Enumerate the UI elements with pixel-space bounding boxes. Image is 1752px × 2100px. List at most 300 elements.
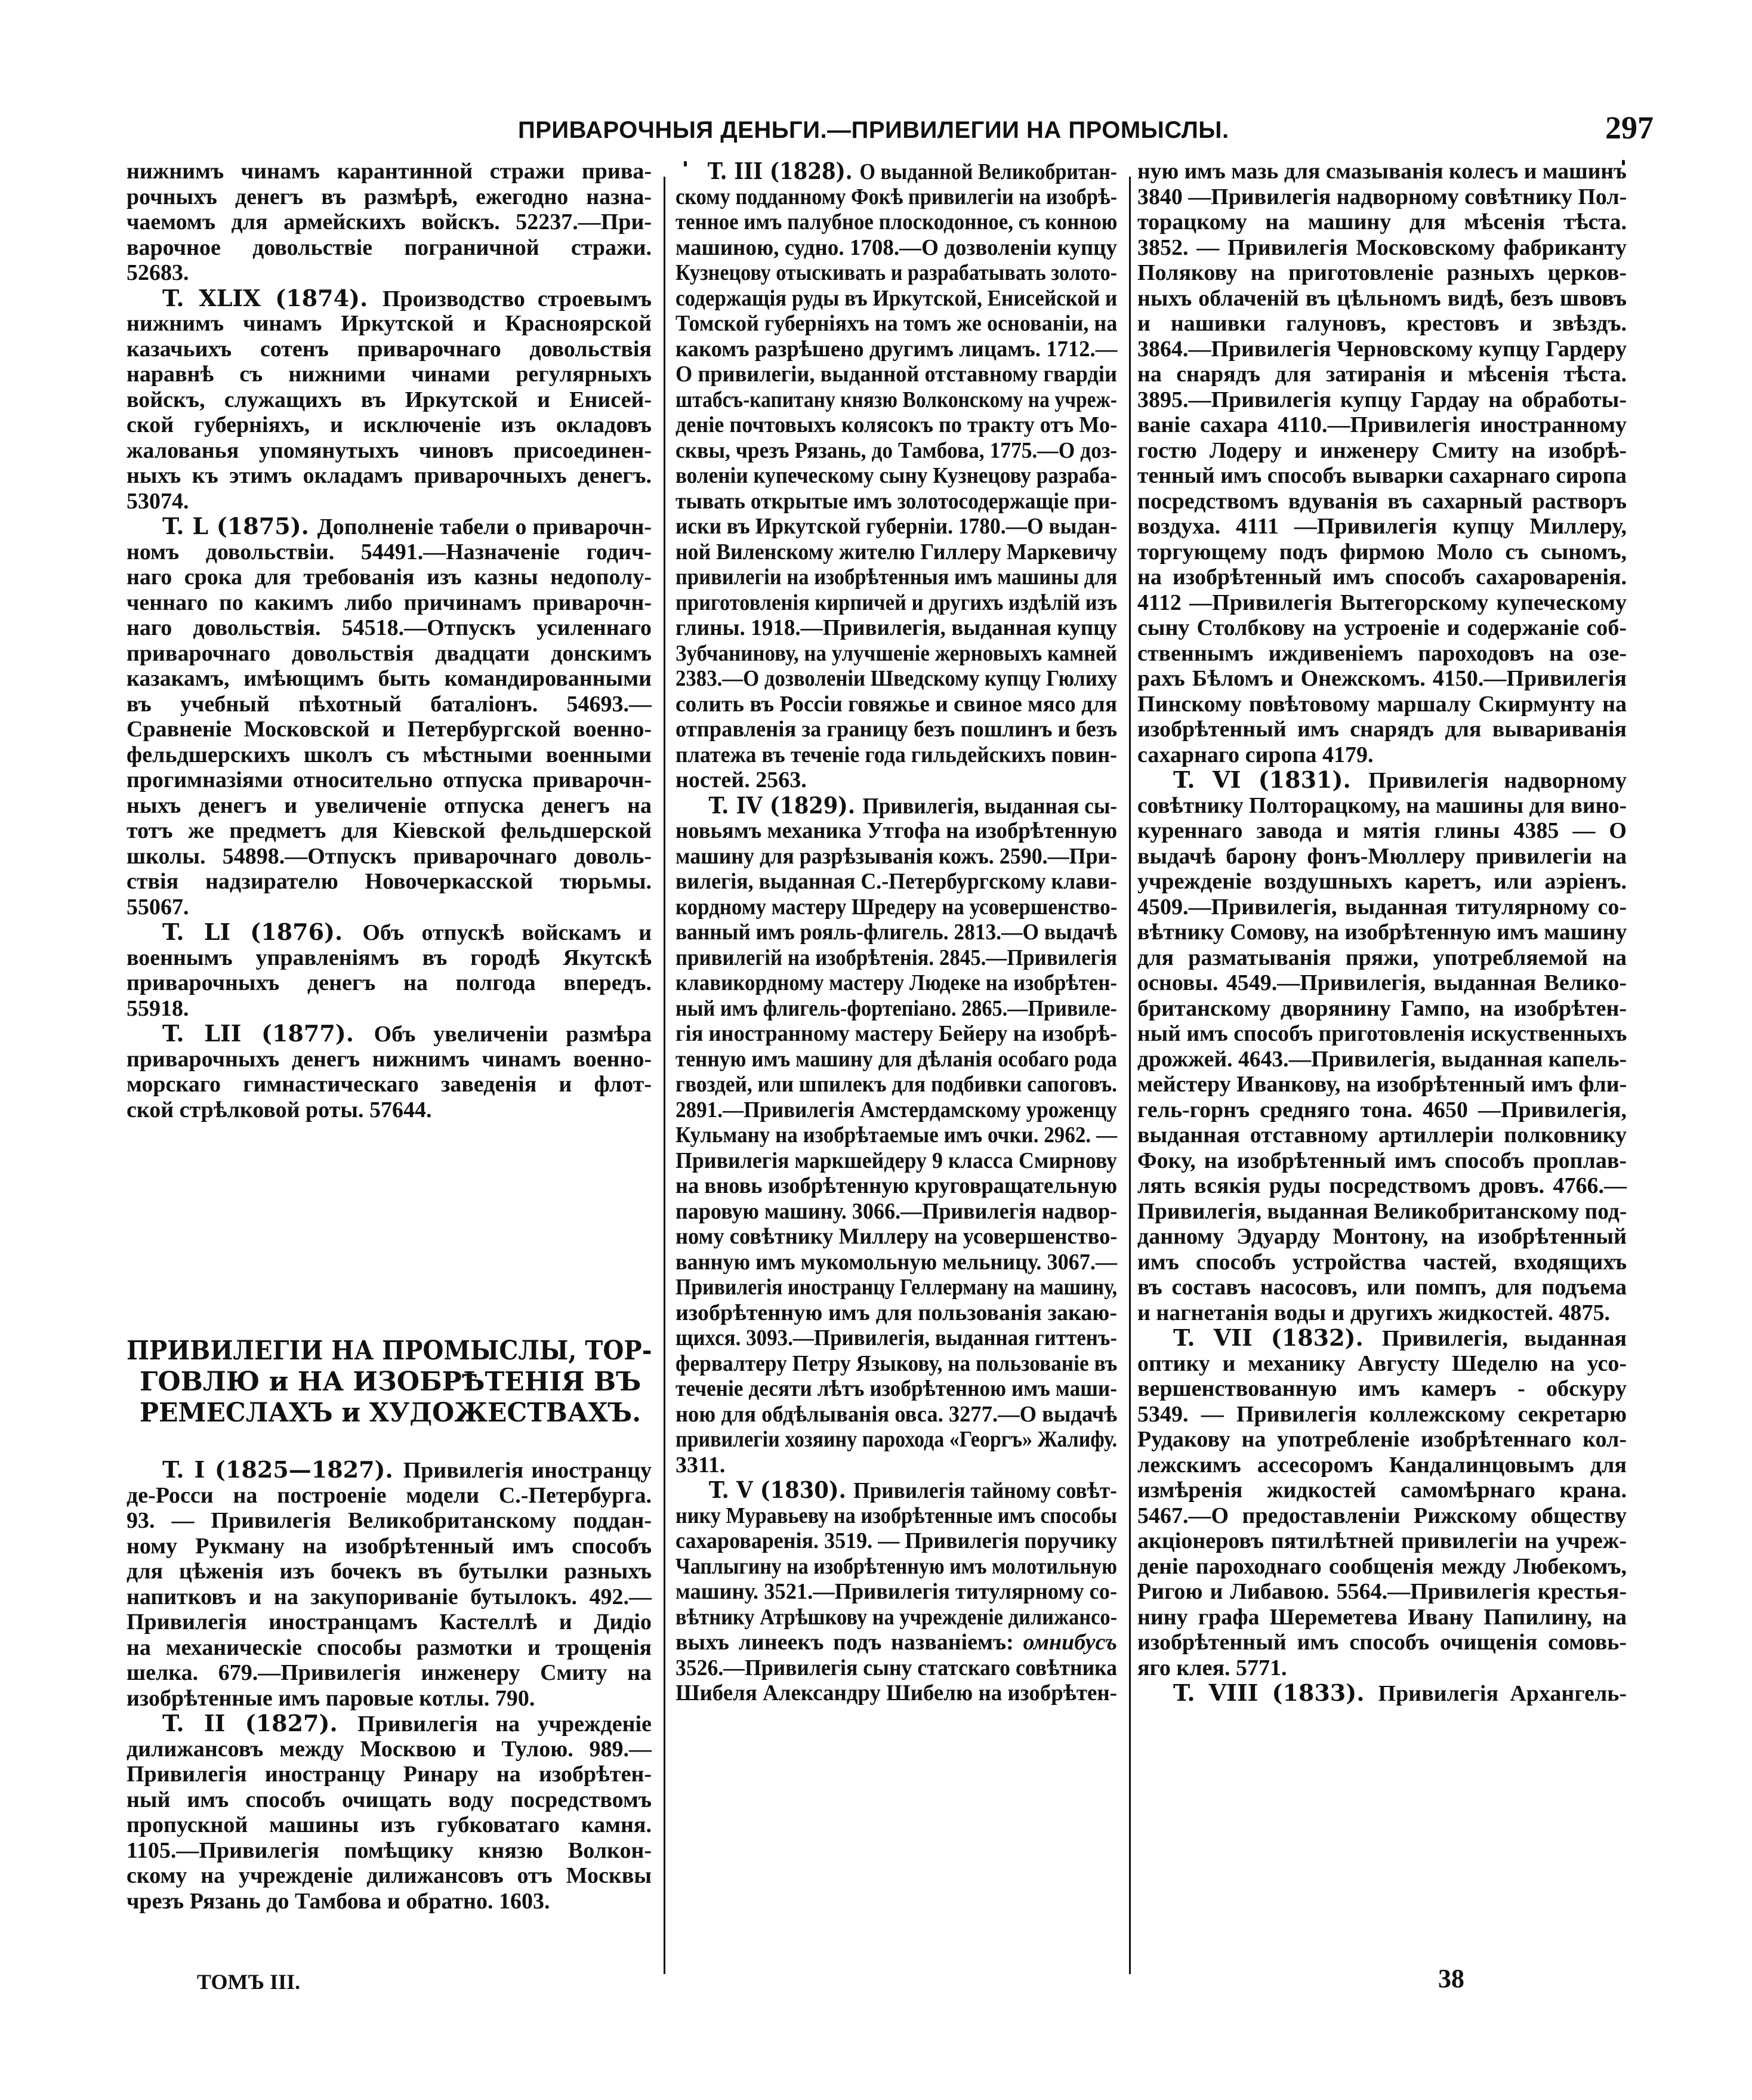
- volume-reference: T. I (1825—1827).: [162, 1456, 403, 1483]
- text-line: [127, 1534, 652, 1559]
- line-text: казакамъ, имѣющимъ быть командированными: [127, 666, 652, 691]
- line-text: Чаплыгину на изобрѣтенную имъ молотильную: [675, 1553, 1118, 1579]
- line-text: для разматыванія пряжи, употребляемой на: [1137, 945, 1627, 970]
- text-line: [127, 209, 652, 235]
- line-text: ной Виленскому жителю Гиллеру Маркевичу: [675, 539, 1118, 565]
- text-line: [127, 1072, 652, 1097]
- line-text: изобрѣтенный имъ снарядъ для вывариванія: [1137, 717, 1627, 742]
- text-line: [675, 1224, 1117, 1249]
- text-line: [1137, 209, 1627, 235]
- line-text: пропускной машины изъ губковатаго камня.: [127, 1812, 652, 1837]
- text-line: [1137, 184, 1627, 209]
- line-text: учрежденіе воздушныхъ каретъ, или аэріенъ.: [1137, 869, 1627, 894]
- text-line: [127, 895, 652, 920]
- line-text: Сравненіе Московской и Петербургской военно-: [127, 717, 652, 742]
- volume-reference: T. XLIX (1874).: [162, 284, 383, 312]
- line-text: Томской губерніяхъ на томъ же основаніи, на: [675, 311, 1118, 336]
- line-text: вершенствованную имъ камеръ - обскуру: [1137, 1376, 1627, 1401]
- line-text: ныхъ къ этимъ окладамъ приварочныхъ денегъ.: [127, 463, 652, 488]
- text-line: [127, 945, 652, 970]
- text-line: [1137, 1047, 1627, 1072]
- line-text: сахароваренія. 3519. — Привилегія поручику: [675, 1528, 1118, 1553]
- text-line: [127, 1812, 652, 1837]
- line-text: Объ увеличеніи размѣра: [374, 1022, 652, 1047]
- text-line: [675, 286, 1117, 311]
- text-line: [675, 489, 1117, 514]
- line-text: жалованья упомянутыхъ чиновъ присоединен-: [127, 437, 652, 463]
- line-text: номъ довольствіи. 54491.—Назначеніе годич-: [127, 539, 652, 565]
- line-text: ванный имъ рояль-флигель. 2813.—О выдачѣ: [675, 920, 1118, 945]
- text-line: [1137, 1453, 1627, 1478]
- text-line: [1137, 438, 1627, 463]
- text-line: [1137, 869, 1627, 894]
- entry-first-line: [1137, 1680, 1627, 1706]
- line-text: 5467.—О предоставленіи Рижскому обществу: [1137, 1503, 1627, 1528]
- text-line: [675, 1402, 1117, 1427]
- running-title: ПРИВАРОЧНЫЯ ДЕНЬГИ.—ПРИВИЛЕГИИ НА ПРОМЫСЛЫ.: [518, 117, 1229, 143]
- entry-first-line: [127, 1711, 652, 1736]
- text-line: [127, 1660, 652, 1685]
- text-line: [1137, 1655, 1627, 1680]
- text-line: [675, 767, 1117, 792]
- line-text: Привилегія, выданная сы-: [862, 793, 1117, 819]
- line-text: машиною, судно. 1708.—О дозволеніи купцу: [675, 235, 1118, 260]
- line-text: ныхъ денегъ и увеличеніе отпуска денегъ на: [127, 792, 652, 818]
- line-text: ному совѣтнику Миллеру на усовершенство-: [675, 1224, 1118, 1249]
- text-line: [127, 260, 652, 285]
- line-text: и нагнетанія воды и другихъ жидкостей. 4875.: [1137, 1300, 1610, 1325]
- column-rule: [1129, 177, 1131, 1974]
- line-text: щихся. 3093.—Привилегія, выданная гиттенъ-: [675, 1325, 1118, 1350]
- text-line: [127, 641, 652, 666]
- text-line: [675, 1655, 1117, 1680]
- line-text: ную имъ мазь для смазыванія колесъ и машинъ: [1137, 159, 1627, 184]
- entry-first-line: [675, 793, 1117, 818]
- line-text: Объ отпускѣ войскамъ и: [362, 920, 652, 945]
- text-line: [1137, 235, 1627, 260]
- line-text: машину. 3521.—Привилегія титулярному со-: [675, 1579, 1118, 1604]
- text-line: [1137, 1554, 1627, 1579]
- line-text: чрезъ Рязань до Тамбова и обратно. 1603.: [127, 1888, 550, 1914]
- line-text: наго срока для требованія изъ казны недополу-: [127, 565, 652, 590]
- line-text: прогимназіями относительно отпуска приварочн-: [127, 767, 652, 792]
- text-line: [1137, 1503, 1627, 1528]
- line-text: какомъ разрѣшено другимъ лицамъ. 1712.—: [675, 336, 1118, 362]
- text-line: [127, 1838, 652, 1863]
- line-text: солить въ Россіи говяжье и свиное мясо для: [675, 691, 1117, 717]
- line-text: дилижансовъ между Москвою и Тулою. 989.—: [127, 1736, 652, 1762]
- line-text: Привилегія иностранцамъ Кастеллѣ и Дидіо: [127, 1609, 652, 1635]
- text-line: [127, 742, 652, 767]
- text-line: [675, 742, 1117, 767]
- line-text: Привилегія, выданная Великобританскому под-: [1137, 1198, 1627, 1224]
- line-text: британскому дворянину Гампо, на изобрѣтен-: [1137, 995, 1627, 1021]
- text-line: [675, 1605, 1117, 1630]
- text-line: [675, 260, 1117, 285]
- volume-reference: T. LI (1876).: [162, 918, 363, 945]
- line-text: ской губерніяхъ, и исключеніе изъ окладовъ: [127, 412, 652, 437]
- text-line: [1137, 818, 1627, 843]
- line-text: ною для обдѣлыванія овса. 3277.—О выдачѣ: [675, 1401, 1118, 1427]
- line-text: совѣтнику Полторацкому, на машины для вино-: [1137, 792, 1627, 818]
- text-line: [675, 1199, 1117, 1224]
- line-text: 3526.—Привилегія сыну статскаго совѣтника: [675, 1655, 1118, 1680]
- line-text: 5349. — Привилегія коллежскому секретарю: [1137, 1401, 1627, 1427]
- text-line: [1137, 1300, 1627, 1325]
- line-text: вѣтнику Сомову, на изобрѣтенную имъ машину: [1137, 920, 1627, 945]
- line-text: имъ способъ устройства частей, входящихъ: [1137, 1249, 1627, 1275]
- line-text: сквы, чрезъ Рязань, до Тамбова, 1775.—О доз-: [675, 437, 1118, 463]
- volume-label: ТОМЪ III.: [197, 1970, 301, 1994]
- text-line: [1137, 717, 1627, 742]
- text-line: [675, 818, 1117, 843]
- line-text: содержащія руды въ Иркутской, Енисейской и: [675, 285, 1118, 311]
- line-text: Привилегія тайному совѣт-: [853, 1478, 1117, 1503]
- text-line: [675, 235, 1117, 260]
- text-line: [675, 1427, 1117, 1452]
- text-line: [1137, 742, 1627, 767]
- line-text: сыну Столбкову на устроеніе и содержаніе соб-: [1137, 615, 1627, 640]
- volume-reference: T. L (1875).: [162, 513, 317, 539]
- section-heading: ГОВЛЮ и НА ИЗОБРѢТЕНІЯ ВЪ: [140, 1367, 641, 1397]
- text-line: [127, 1686, 652, 1711]
- volume-reference: T. VI (1831).: [1173, 766, 1369, 793]
- line-text: привилегіи на изобрѣтенныя имъ машины для: [675, 565, 1118, 590]
- line-text: и нашивки галуновъ, крестовъ и звѣздъ.: [1137, 311, 1627, 336]
- text-line: [127, 692, 652, 717]
- line-text: О выданной Великобритан-: [859, 159, 1117, 184]
- text-line: [1137, 1579, 1627, 1604]
- text-line: [1137, 260, 1627, 285]
- section-heading: РЕМЕСЛАХЪ и ХУДОЖЕСТВАХЪ.: [140, 1398, 641, 1428]
- text-line: [675, 666, 1117, 691]
- text-line: [1137, 895, 1627, 920]
- line-text: 93. — Привилегія Великобританскому поддан-: [127, 1508, 652, 1533]
- text-line: [127, 438, 652, 463]
- text-line: [127, 1787, 652, 1812]
- line-text: яго клея. 5771.: [1137, 1655, 1287, 1680]
- text-line: [1137, 1478, 1627, 1503]
- text-line: [1137, 793, 1627, 818]
- text-line: [127, 869, 652, 894]
- line-text: ванную имъ мукомольную мельницу. 3067.—: [675, 1249, 1118, 1275]
- line-text: гія иностранному мастеру Бейеру на изобрѣ-: [675, 1021, 1118, 1046]
- line-text: торгующему подъ фирмою Моло съ сыномъ,: [1137, 539, 1627, 565]
- line-text: приварочныхъ денегъ нижнимъ чинамъ военно-: [127, 1046, 652, 1072]
- entry-first-line: [675, 159, 1117, 184]
- text-line: [127, 1762, 652, 1787]
- text-line: [127, 844, 652, 869]
- line-text: 3895.—Привилегія купцу Гардау на обработы-: [1137, 387, 1627, 412]
- line-text: скому на учрежденіе дилижансовъ отъ Москвы: [127, 1863, 652, 1888]
- text-line: [1137, 1351, 1627, 1376]
- line-text: мейстеру Иванкову, на изобрѣтенный имъ фли-: [1137, 1072, 1627, 1097]
- line-text: 55918.: [127, 995, 189, 1021]
- line-text: рочныхъ денегъ въ размѣрѣ, ежегодно назна-: [127, 184, 652, 209]
- text-line: [127, 1097, 652, 1123]
- text-line: [675, 1351, 1117, 1376]
- line-text: лежскимъ ассесоромъ Кандалинцовымъ для: [1137, 1452, 1627, 1478]
- line-text: 1105.—Привилегія помѣщику князю Волкон-: [127, 1837, 652, 1863]
- text-line: [127, 666, 652, 691]
- line-text: Привилегія Архангель-: [1378, 1681, 1627, 1706]
- text-line: [127, 1889, 652, 1914]
- text-line: [675, 565, 1117, 590]
- line-text: войскъ, служащихъ въ Иркутской и Енисей-: [127, 387, 652, 412]
- entry-first-line: [127, 1021, 652, 1046]
- line-text: гвоздей, или шпилекъ для подбивки сапоговъ.: [675, 1072, 1118, 1097]
- text-line: [675, 1250, 1117, 1275]
- text-line: [1137, 1021, 1627, 1046]
- line-text: глины. 1918.—Привилегія, выданная купцу: [675, 615, 1118, 640]
- line-text: Привилегія, выданная: [1381, 1326, 1627, 1351]
- text-line: [127, 463, 652, 488]
- text-line: [1137, 159, 1627, 184]
- text-line: [1137, 1072, 1627, 1097]
- line-text: Шибеля Александру Шибелю на изобрѣтен-: [675, 1680, 1117, 1706]
- entry-first-line: [127, 920, 652, 945]
- line-text: для цѣженія изъ бочекъ въ бутылки разныхъ: [127, 1559, 652, 1584]
- line-text: ный имъ флигель-фортепіано. 2865.—Привиле-: [675, 995, 1117, 1021]
- line-text: машину для разрѣзыванія кожъ. 2590.—При-: [675, 843, 1118, 869]
- line-text: 3864.—Привилегія Черновскому купцу Гардеру: [1137, 336, 1627, 362]
- line-text: платежа въ теченіе года гильдейскихъ повин-: [675, 742, 1118, 767]
- text-line: [1137, 1630, 1627, 1655]
- line-text: ному Рукману на изобрѣтенный имъ способъ: [127, 1533, 652, 1559]
- line-text: изобрѣтенный имъ способъ очищенія сомовь-: [1137, 1630, 1627, 1655]
- text-line: [675, 1021, 1117, 1046]
- line-text: нику Муравьеву на изобрѣтенные имъ способы: [675, 1503, 1117, 1528]
- text-line: [1137, 1173, 1627, 1198]
- text-line: [127, 1483, 652, 1508]
- text-line: [127, 1508, 652, 1533]
- line-text: воленіи купеческому сыну Кузнецову разраба-: [675, 463, 1118, 488]
- text-line: [675, 1072, 1117, 1097]
- text-line: [1137, 1376, 1627, 1401]
- line-text: кордному мастеру Шредеру на усовершенство-: [675, 894, 1118, 920]
- line-text: на снарядъ для затиранія и мѣсенія тѣста.: [1137, 362, 1627, 387]
- text-line: [675, 1173, 1117, 1198]
- text-line: [127, 539, 652, 565]
- text-line: [127, 565, 652, 590]
- text-line: [1137, 565, 1627, 590]
- signature-mark: 38: [1438, 1964, 1464, 1993]
- line-text: ской стрѣлковой роты. 57644.: [127, 1097, 432, 1123]
- line-text: де-Росси на построеніе модели С.-Петербурга.: [127, 1482, 652, 1508]
- text-line: [1137, 1402, 1627, 1427]
- text-line: [675, 1503, 1117, 1528]
- line-text: Зубчанинову, на улучшеніе жерновыхъ камней: [675, 640, 1117, 666]
- line-text: Фоку, на изобрѣтенный имъ способъ проплав-: [1137, 1148, 1627, 1173]
- text-line: [675, 514, 1117, 539]
- text-line: [675, 844, 1117, 869]
- text-line: [675, 970, 1117, 995]
- line-text: въ составъ насосовъ, или помпъ, для подъема: [1137, 1275, 1627, 1300]
- text-line: [1137, 1250, 1627, 1275]
- line-text: вѣтнику Атрѣшкову на учрежденіе дилижансо-: [675, 1604, 1118, 1630]
- text-line: [675, 438, 1117, 463]
- line-text: штабсъ-капитану князю Волконскому на учреж-: [675, 387, 1117, 412]
- text-line: [1137, 489, 1627, 514]
- line-text: 4509.—Привилегія, выданная титулярному со-: [1137, 894, 1627, 920]
- line-text: 53074.: [127, 488, 189, 514]
- text-line: [127, 590, 652, 615]
- line-text: отправленія за границу безъ пошлинъ и безъ: [675, 717, 1118, 742]
- line-text: Дополненіе табели о приварочн-: [317, 514, 652, 539]
- line-text: О привилегіи, выданной отставному гвардіи: [675, 362, 1117, 387]
- line-text: приготовленія кирпичей и другихъ издѣлій изъ: [675, 590, 1118, 615]
- text-line: [127, 1863, 652, 1888]
- line-text: деніе пароходнаго сообщенія между Любекомъ,: [1137, 1553, 1627, 1579]
- line-text: Рудакову на употребленіе изобрѣтеннаго кол-: [1137, 1427, 1627, 1452]
- line-text: новьямъ механика Утгофа на изобрѣтенную: [675, 818, 1118, 843]
- line-text: въ учебный пѣхотный баталіонъ. 54693.—: [127, 691, 652, 717]
- text-line: [127, 996, 652, 1021]
- text-line: [127, 793, 652, 818]
- text-line: [1137, 1148, 1627, 1173]
- text-line: [675, 717, 1117, 742]
- text-line: [675, 412, 1117, 437]
- text-line: [1137, 463, 1627, 488]
- text-line: [127, 1737, 652, 1762]
- line-text: посредствомъ вдуванія въ сахарный растворъ: [1137, 488, 1627, 514]
- entry-first-line: [1137, 767, 1627, 792]
- text-line: [675, 869, 1117, 894]
- line-text: приварочнаго довольствія двадцати донскимъ: [127, 640, 652, 666]
- line-text: ственнымъ иждивеніемъ пароходовъ на озе-: [1137, 640, 1627, 666]
- line-text: ный имъ способъ очищать воду посредствомъ: [127, 1787, 652, 1812]
- text-line: [675, 1528, 1117, 1553]
- text-line: [675, 996, 1117, 1021]
- line-text: гель-горнъ средняго тона. 4650 —Привилегія,: [1137, 1097, 1627, 1123]
- text-line: [675, 920, 1117, 945]
- entry-first-line: [127, 514, 652, 539]
- line-text: торацкому на машину для мѣсенія тѣста.: [1137, 209, 1627, 235]
- line-text: фервалтеру Петру Языкову, на пользованіе въ: [675, 1350, 1118, 1376]
- line-text: куреннаго завода и мятія глины 4385 — О: [1137, 818, 1627, 843]
- text-line: [1137, 692, 1627, 717]
- line-text: измѣренія жидкостей самомѣрнаго крана.: [1137, 1478, 1627, 1503]
- text-line: [127, 337, 652, 362]
- volume-reference: T. II (1827).: [162, 1710, 357, 1737]
- line-text: Производство строевымъ: [382, 286, 652, 312]
- text-line: [127, 184, 652, 209]
- line-text: иски въ Иркутской губерніи. 1780.—О выдан-: [675, 514, 1118, 539]
- line-text: морскаго гимнастическаго заведенія и флот-: [127, 1072, 652, 1097]
- line-text: тотъ же предметъ для Кіевской фельдшерской: [127, 818, 652, 843]
- text-line: [1137, 641, 1627, 666]
- line-text: Привилегія иностранцу: [403, 1458, 652, 1483]
- italic-term: омнибусъ: [1023, 1630, 1117, 1655]
- text-line: [127, 615, 652, 640]
- text-line: [675, 1453, 1117, 1478]
- text-line: [1137, 1224, 1627, 1249]
- line-text: сахарнаго сиропа 4179.: [1137, 742, 1374, 767]
- text-line: [1137, 286, 1627, 311]
- line-text: тывать открытые имъ золотосодержащіе при-: [675, 488, 1117, 514]
- line-text: школы. 54898.—Отпускъ приварочнаго доволь-: [127, 843, 652, 869]
- line-text: Полякову на приготовленіе разныхъ церков-: [1137, 260, 1627, 285]
- text-line: [675, 590, 1117, 615]
- text-line: [1137, 1275, 1627, 1300]
- text-line: [1137, 970, 1627, 995]
- line-text: Кузнецову отыскивать и разрабатывать золото-: [675, 260, 1118, 285]
- entry-first-line: [675, 1478, 1117, 1503]
- text-line: [1137, 514, 1627, 539]
- text-line: [675, 337, 1117, 362]
- text-line: [675, 1300, 1117, 1325]
- line-text: 52683.: [127, 260, 189, 285]
- volume-reference: T. IV (1829).: [708, 791, 863, 819]
- line-text: гостю Лодеру и инженеру Смиту на изобрѣ-: [1137, 437, 1627, 463]
- text-line: [127, 717, 652, 742]
- line-text: напитковъ и на закупориваніе бутылокъ. 492.—: [127, 1584, 652, 1609]
- text-line: [127, 970, 652, 995]
- text-line: [675, 311, 1117, 336]
- text-line: [1137, 1123, 1627, 1148]
- line-text: оптику и механику Августу Шеделю на усо-: [1137, 1350, 1627, 1376]
- line-text: военнымъ управленіямъ въ городѣ Якутскѣ: [127, 945, 652, 970]
- entry-first-line: [127, 286, 652, 311]
- text-line: [127, 1047, 652, 1072]
- line-text: теченіе десяти лѣтъ изобрѣтенною имъ маши-: [675, 1376, 1118, 1401]
- text-line: [1137, 362, 1627, 387]
- entry-first-line: [1137, 1325, 1627, 1350]
- text-line: [1137, 920, 1627, 945]
- text-line: [675, 1325, 1117, 1350]
- text-line: [127, 362, 652, 387]
- line-text: ствія надзирателю Новочеркасской тюрьмы.: [127, 869, 652, 894]
- text-line: [1137, 1605, 1627, 1630]
- text-line: [675, 1148, 1117, 1173]
- text-line: [675, 1275, 1117, 1300]
- line-text: изобрѣтенные имъ паровые котлы. 790.: [127, 1685, 535, 1711]
- text-line: [1137, 615, 1627, 640]
- line-text: наго довольствія. 54518.—Отпускъ усиленнаго: [127, 615, 652, 640]
- text-line: [127, 412, 652, 437]
- text-line: [675, 1097, 1117, 1123]
- line-text: 2891.—Привилегія Амстердамскому уроженцу: [675, 1097, 1117, 1123]
- line-text: клавикордному мастеру Людеке на изобрѣтен-: [675, 970, 1118, 995]
- text-line: [1137, 1199, 1627, 1224]
- text-line: [1137, 590, 1627, 615]
- line-text: акціонеровъ пятилѣтней привилегіи на учреж-: [1137, 1528, 1627, 1553]
- line-text: ваніе сахара 4110.—Привилегія иностранному: [1137, 412, 1627, 437]
- page-number: 297: [1605, 110, 1654, 146]
- line-text: Пинскому повѣтовому маршалу Скирмунту на: [1137, 691, 1627, 717]
- line-text: ныхъ облаченій въ цѣльномъ видѣ, безъ швовъ: [1137, 285, 1627, 311]
- line-text: шелка. 679.—Привилегія инженеру Смиту на: [127, 1660, 652, 1685]
- line-text: на вновь изобрѣтенную круговращательную: [675, 1173, 1118, 1198]
- line-text: выданная отставному артиллеріи полковнику: [1137, 1123, 1627, 1148]
- line-text: деніе почтовыхъ колясокъ по тракту отъ Мо-: [675, 412, 1118, 437]
- text-line: [675, 184, 1117, 209]
- line-text: 3311.: [675, 1452, 726, 1478]
- line-text: приварочныхъ денегъ на полгода впередъ.: [127, 970, 652, 995]
- line-text: чаемомъ для армейскихъ войскъ. 52237.—При-: [127, 209, 652, 235]
- line-text: рахъ Бѣломъ и Онежскомъ. 4150.—Привилегія: [1137, 666, 1627, 691]
- line-text: ченнаго по какимъ либо причинамъ приварочн-: [127, 590, 652, 615]
- line-text: выдачѣ барону фонъ-Мюллеру привилегіи на: [1137, 843, 1627, 869]
- text-line: [127, 1559, 652, 1584]
- text-line: [1137, 412, 1627, 437]
- text-line: [1137, 387, 1627, 412]
- line-text: Привилегія иностранцу Ринару на изобрѣтен-: [127, 1762, 652, 1787]
- line-text: Привилегія на учрежденіе: [357, 1712, 652, 1737]
- text-line: [675, 387, 1117, 412]
- text-line: [1137, 539, 1627, 565]
- line-text: привилегіи хозяину парохода «Георгъ» Жалифу.: [675, 1427, 1118, 1452]
